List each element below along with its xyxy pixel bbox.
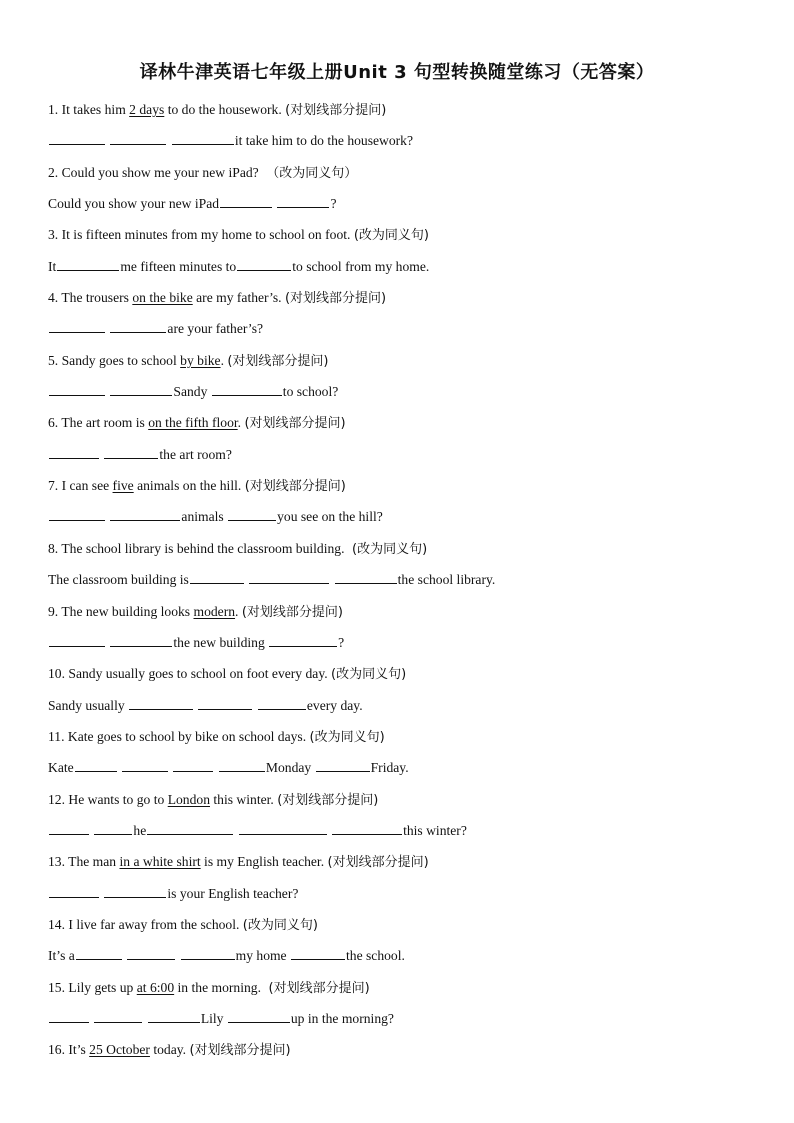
answer-line bbox=[48, 690, 768, 721]
sentence-text: 2. Could you show me your new iPad? bbox=[48, 164, 263, 180]
sentence-text: 16. It’s bbox=[48, 1042, 90, 1058]
sentence-text bbox=[214, 760, 217, 775]
sentence-text bbox=[328, 823, 331, 838]
sentence-text: 1. It takes him bbox=[48, 102, 130, 117]
sentence-text: 8. The school library is behind the classroom building. bbox=[48, 540, 348, 556]
answer-blank[interactable] bbox=[49, 632, 105, 647]
answer-blank[interactable] bbox=[49, 381, 105, 396]
answer-blank[interactable] bbox=[57, 256, 119, 271]
instruction-text: (对划线部分提问) bbox=[244, 416, 346, 432]
sentence-text: every day. bbox=[306, 697, 363, 713]
question-line bbox=[48, 846, 768, 877]
underlined-phrase: modern bbox=[193, 603, 236, 619]
sentence-text bbox=[118, 760, 121, 775]
sentence-text: to school? bbox=[282, 384, 339, 400]
sentence-text: my home bbox=[235, 948, 290, 964]
underlined-phrase: five bbox=[112, 478, 134, 494]
instruction-text: (改为同义句) bbox=[347, 541, 428, 557]
sentence-text: ? bbox=[330, 196, 337, 212]
sentence-text bbox=[106, 321, 109, 336]
sentence-text: this winter. bbox=[210, 791, 278, 807]
sentence-text: . bbox=[235, 603, 242, 619]
answer-line bbox=[48, 251, 768, 282]
answer-blank[interactable] bbox=[94, 820, 132, 835]
answer-line bbox=[48, 376, 768, 407]
answer-blank[interactable] bbox=[129, 695, 193, 710]
instruction-text: (对划线部分提问) bbox=[277, 792, 379, 808]
answer-blank[interactable] bbox=[76, 945, 122, 960]
answer-blank[interactable] bbox=[220, 193, 272, 208]
answer-line bbox=[48, 627, 768, 658]
sentence-text: It bbox=[48, 258, 57, 274]
sentence-text bbox=[330, 572, 333, 587]
sentence-text: the new building bbox=[173, 634, 269, 650]
sentence-text: animals on the hill. bbox=[133, 478, 245, 494]
underlined-phrase: in a white shirt bbox=[119, 854, 201, 870]
question-line bbox=[48, 784, 768, 815]
sentence-text: Lily bbox=[200, 1010, 227, 1026]
answer-blank[interactable] bbox=[122, 757, 168, 772]
sentence-text bbox=[106, 509, 109, 524]
sentence-text: The classroom building is bbox=[48, 572, 189, 588]
answer-blank[interactable] bbox=[316, 757, 370, 772]
instruction-text: (对划线部分提问) bbox=[189, 1043, 291, 1059]
answer-line bbox=[48, 564, 768, 595]
answer-blank[interactable] bbox=[49, 318, 105, 333]
question-line bbox=[48, 596, 768, 627]
sentence-text: ? bbox=[338, 634, 345, 650]
instruction-text: (对划线部分提问) bbox=[284, 291, 387, 307]
answer-blank[interactable] bbox=[110, 506, 180, 521]
instruction-text: （改为同义句） bbox=[262, 165, 358, 181]
underlined-phrase: at 6:00 bbox=[136, 979, 175, 995]
sentence-text: 6. The art room is bbox=[48, 415, 149, 431]
answer-blank[interactable] bbox=[49, 820, 89, 835]
answer-blank[interactable] bbox=[49, 1008, 89, 1023]
sentence-text bbox=[100, 447, 103, 462]
sentence-text: it take him to do the housework? bbox=[234, 133, 414, 149]
sentence-text bbox=[234, 823, 237, 838]
answer-blank[interactable] bbox=[291, 945, 345, 960]
sentence-text: 4. The trousers bbox=[48, 290, 133, 306]
answer-line bbox=[48, 125, 768, 156]
sentence-text bbox=[273, 196, 276, 211]
answer-blank[interactable] bbox=[335, 569, 397, 584]
answer-blank[interactable] bbox=[332, 820, 402, 835]
instruction-text: (改为同义句) bbox=[353, 228, 429, 244]
sentence-text: . bbox=[237, 415, 245, 431]
answer-line bbox=[48, 313, 768, 344]
sentence-text: in the morning. bbox=[174, 979, 265, 995]
sentence-text: 12. He wants to go to bbox=[48, 791, 168, 807]
answer-line bbox=[48, 940, 768, 971]
sentence-text: 5. Sandy goes to school bbox=[48, 352, 181, 368]
sentence-text: he bbox=[133, 822, 147, 838]
instruction-text: (对划线部分提问) bbox=[264, 980, 370, 996]
sentence-text: 13. The man bbox=[48, 854, 120, 870]
question-line bbox=[48, 909, 768, 940]
answer-line bbox=[48, 815, 768, 846]
instruction-text: (改为同义句) bbox=[309, 729, 385, 745]
underlined-phrase: London bbox=[167, 791, 210, 807]
sentence-text bbox=[90, 823, 93, 838]
answer-blank[interactable] bbox=[110, 632, 172, 647]
sentence-text: you see on the hill? bbox=[277, 509, 383, 525]
sentence-text: animals bbox=[181, 509, 228, 525]
sentence-text: to do the housework. bbox=[164, 102, 286, 117]
exercise-list bbox=[48, 94, 768, 1066]
question-line bbox=[48, 94, 768, 125]
sentence-text: Sandy usually bbox=[48, 697, 129, 713]
question-line bbox=[48, 345, 768, 376]
sentence-text: the school. bbox=[346, 948, 405, 964]
answer-blank[interactable] bbox=[110, 130, 166, 145]
sentence-text bbox=[253, 698, 256, 713]
sentence-text bbox=[176, 948, 179, 963]
question-line bbox=[48, 972, 768, 1003]
answer-blank[interactable] bbox=[173, 757, 213, 772]
sentence-text bbox=[194, 698, 197, 713]
sentence-text: Could you show your new iPad bbox=[48, 196, 220, 212]
answer-blank[interactable] bbox=[219, 757, 265, 772]
sentence-text: this winter? bbox=[403, 822, 467, 838]
instruction-text: (对划线部分提问) bbox=[327, 855, 429, 871]
sentence-text bbox=[143, 1011, 146, 1026]
sentence-text: is your English teacher? bbox=[167, 885, 299, 901]
answer-blank[interactable] bbox=[258, 695, 306, 710]
answer-blank[interactable] bbox=[49, 444, 99, 459]
sentence-text: 7. I can see bbox=[48, 478, 113, 494]
answer-line bbox=[48, 878, 768, 909]
answer-line bbox=[48, 188, 768, 219]
answer-blank[interactable] bbox=[147, 820, 233, 835]
sentence-text bbox=[106, 384, 109, 399]
answer-blank[interactable] bbox=[190, 569, 244, 584]
answer-blank[interactable] bbox=[49, 883, 99, 898]
question-line bbox=[48, 1034, 768, 1065]
answer-blank[interactable] bbox=[212, 381, 282, 396]
sentence-text: 10. Sandy usually goes to school on foot every day. bbox=[48, 666, 332, 682]
underlined-phrase: by bike bbox=[180, 352, 221, 368]
sentence-text: It’s a bbox=[48, 948, 75, 964]
instruction-text: (对划线部分提问) bbox=[227, 353, 329, 369]
answer-blank[interactable] bbox=[127, 945, 175, 960]
sentence-text: Kate bbox=[48, 760, 74, 776]
instruction-text: (改为同义句) bbox=[242, 917, 318, 933]
answer-line bbox=[48, 1003, 768, 1034]
answer-blank[interactable] bbox=[148, 1008, 200, 1023]
sentence-text: are my father’s. bbox=[192, 290, 285, 306]
answer-blank[interactable] bbox=[249, 569, 329, 584]
instruction-text: (对划线部分提问) bbox=[244, 479, 346, 495]
sentence-text: today. bbox=[149, 1042, 190, 1058]
sentence-text: Friday. bbox=[370, 760, 409, 776]
sentence-text: 15. Lily gets up bbox=[48, 979, 137, 995]
sentence-text: up in the morning? bbox=[290, 1010, 394, 1026]
sentence-text: 14. I live far away from the school. bbox=[48, 916, 243, 932]
question-line bbox=[48, 658, 768, 689]
page-title: 译林牛津英语七年级上册Unit 3 句型转换随堂练习（无答案） bbox=[139, 62, 655, 83]
answer-blank[interactable] bbox=[198, 695, 252, 710]
answer-line bbox=[48, 439, 768, 470]
sentence-text: 3. It is fifteen minutes from my home to school on foot. bbox=[48, 227, 354, 243]
question-line bbox=[48, 533, 768, 564]
sentence-text: the art room? bbox=[159, 446, 232, 462]
answer-blank[interactable] bbox=[104, 444, 158, 459]
sentence-text bbox=[167, 133, 170, 148]
sentence-text bbox=[169, 760, 172, 775]
answer-line bbox=[48, 752, 768, 783]
answer-blank[interactable] bbox=[237, 256, 291, 271]
sentence-text: Sandy bbox=[173, 384, 211, 400]
answer-blank[interactable] bbox=[181, 945, 235, 960]
answer-blank[interactable] bbox=[110, 318, 166, 333]
sentence-text: me fifteen minutes to bbox=[120, 258, 237, 274]
sentence-text bbox=[106, 133, 109, 148]
answer-line bbox=[48, 501, 768, 532]
sentence-text bbox=[245, 572, 248, 587]
underlined-phrase: 2 days bbox=[129, 102, 165, 117]
answer-blank[interactable] bbox=[239, 820, 327, 835]
underlined-phrase: on the fifth floor bbox=[148, 415, 238, 431]
underlined-phrase: 25 October bbox=[89, 1042, 150, 1058]
instruction-text: (对划线部分提问) bbox=[241, 604, 343, 620]
sentence-text: . bbox=[220, 352, 228, 368]
answer-blank[interactable] bbox=[277, 193, 329, 208]
sentence-text bbox=[100, 886, 103, 901]
sentence-text: 11. Kate goes to school by bike on school days. bbox=[48, 728, 310, 744]
question-line bbox=[48, 157, 768, 188]
answer-blank[interactable] bbox=[94, 1008, 142, 1023]
question-line bbox=[48, 219, 768, 250]
sentence-text bbox=[123, 948, 126, 963]
instruction-text: (改为同义句) bbox=[331, 667, 407, 683]
answer-blank[interactable] bbox=[228, 506, 276, 521]
sentence-text bbox=[90, 1011, 93, 1026]
answer-blank[interactable] bbox=[49, 130, 105, 145]
sentence-text: 9. The new building looks bbox=[48, 603, 194, 619]
question-line bbox=[48, 407, 768, 438]
sentence-text: is my English teacher. bbox=[200, 854, 328, 870]
question-line bbox=[48, 470, 768, 501]
sentence-text bbox=[106, 635, 109, 650]
sentence-text: are your father’s? bbox=[167, 321, 264, 337]
answer-blank[interactable] bbox=[49, 506, 105, 521]
sentence-text: the school library. bbox=[397, 572, 496, 588]
question-line bbox=[48, 282, 768, 313]
answer-blank[interactable] bbox=[172, 130, 234, 145]
sentence-text: to school from my home. bbox=[292, 258, 430, 274]
answer-blank[interactable] bbox=[104, 883, 166, 898]
answer-blank[interactable] bbox=[75, 757, 117, 772]
instruction-text: (对划线部分提问) bbox=[285, 103, 387, 118]
underlined-phrase: on the bike bbox=[132, 290, 193, 306]
answer-blank[interactable] bbox=[110, 381, 172, 396]
answer-blank[interactable] bbox=[269, 632, 337, 647]
answer-blank[interactable] bbox=[228, 1008, 290, 1023]
question-line bbox=[48, 721, 768, 752]
sentence-text: Monday bbox=[265, 760, 315, 776]
